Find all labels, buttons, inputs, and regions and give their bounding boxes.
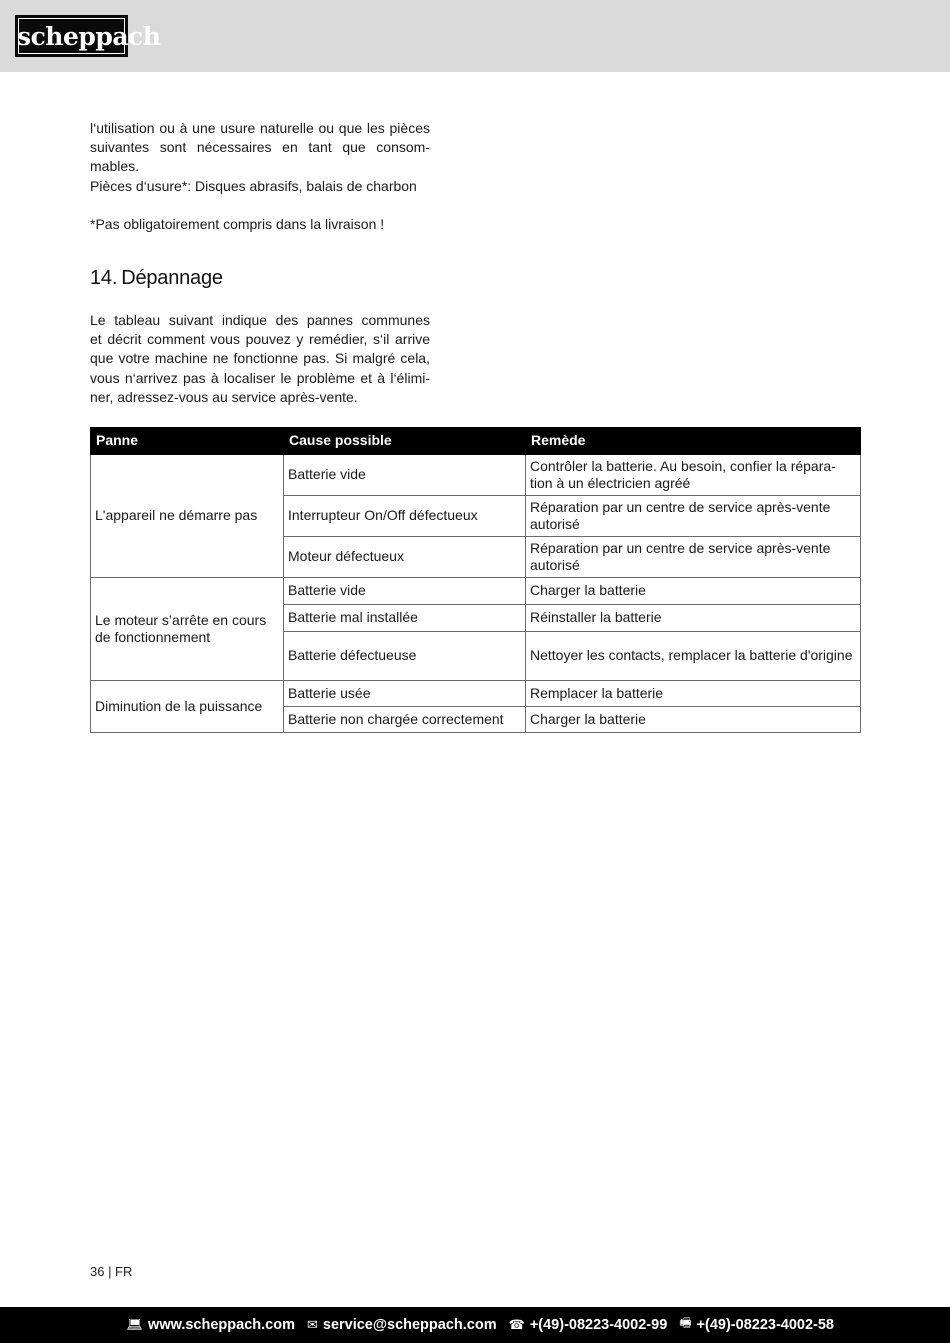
fax-icon: 🖷︎	[679, 1315, 692, 1330]
fax-number: +(49)-08223-4002-58	[696, 1317, 834, 1333]
website-link[interactable]: www.scheppach.com	[148, 1317, 295, 1333]
page-number: 36 | FR	[90, 1264, 133, 1279]
section-line: Le tableau suivant indique des pannes communes	[90, 312, 430, 328]
cause-cell: Interrupteur On/Off défectueux	[284, 496, 526, 537]
delivery-note: *Pas obligatoirement compris dans la livraison !	[90, 216, 385, 232]
table-header-row	[91, 428, 861, 455]
panne-cell: Le moteur s’arrête en cours de fonctionnement	[91, 578, 284, 681]
table-row	[91, 681, 861, 707]
cause-cell: Batterie mal installée	[284, 605, 526, 632]
cause-cell: Batterie vide	[284, 578, 526, 605]
header-band	[0, 0, 950, 72]
remede-cell: Nettoyer les contacts, remplacer la batterie d'origine	[526, 632, 861, 681]
intro-line: l‘utilisation ou à une usure naturelle ou que les pièces	[90, 120, 430, 136]
phone-number: +(49)-08223-4002-99	[529, 1317, 668, 1333]
remede-cell: Remplacer la batterie	[526, 681, 861, 707]
intro-paragraph	[90, 119, 430, 196]
footer-website[interactable]	[127, 1317, 295, 1333]
section-line: que votre machine ne fonctionne pas. Si malgré cela,	[90, 350, 430, 367]
remede-cell: Réparation par un centre de service après-vente autorisé	[526, 537, 861, 578]
cause-cell: Moteur défectueux	[284, 537, 526, 578]
table-row	[91, 578, 861, 605]
header-cause: Cause possible	[284, 428, 526, 455]
scheppach-logo: scheppach	[15, 15, 128, 57]
remede-cell: Contrôler la batterie. Au besoin, confier la répara-tion à un électricien agréé	[526, 455, 861, 496]
remede-cell: Réinstaller la batterie	[526, 605, 861, 632]
section-number: 14.	[90, 267, 118, 289]
intro-line: suivantes sont nécessaires en tant que consom-	[90, 139, 430, 156]
panne-cell: L'appareil ne démarre pas	[91, 455, 284, 578]
panne-cell: Diminution de la puissance	[91, 681, 284, 733]
header-remede: Remède	[526, 428, 861, 455]
section-line: ner, adressez-vous au service après-vente.	[90, 388, 358, 405]
cause-cell: Batterie usée	[284, 681, 526, 707]
header-panne: Panne	[91, 428, 284, 455]
remede-cell: Charger la batterie	[526, 707, 861, 733]
footer-contact-bar	[0, 1307, 950, 1343]
email-link[interactable]: service@scheppach.com	[322, 1317, 497, 1333]
computer-icon: 💻︎	[126, 1317, 144, 1332]
cause-cell: Batterie vide	[284, 455, 526, 496]
remede-cell: Charger la batterie	[526, 578, 861, 605]
footer-phone	[509, 1317, 668, 1333]
phone-icon: ☎︎	[508, 1317, 525, 1332]
section-title: Dépannage	[121, 267, 223, 289]
cause-cell: Batterie défectueuse	[284, 632, 526, 681]
mail-icon: ✉︎	[306, 1317, 318, 1332]
wear-parts-line: Pièces d‘usure*: Disques abrasifs, balais de charbon	[90, 177, 417, 194]
section-heading	[90, 267, 223, 290]
table-row	[91, 455, 861, 496]
section-line: et décrit comment vous pouvez y remédier, s‘il arrive	[90, 331, 430, 348]
cause-cell: Batterie non chargée correctement	[284, 707, 526, 733]
remede-cell: Réparation par un centre de service après-vente autorisé	[526, 496, 861, 537]
footer-fax	[679, 1314, 834, 1336]
intro-line: mables.	[90, 158, 140, 175]
section-paragraph	[90, 311, 430, 407]
footer-email[interactable]	[307, 1317, 497, 1333]
troubleshooting-table	[90, 427, 861, 733]
section-line: vous n‘arrivez pas à localiser le problème et à l‘élimi-	[90, 369, 430, 386]
